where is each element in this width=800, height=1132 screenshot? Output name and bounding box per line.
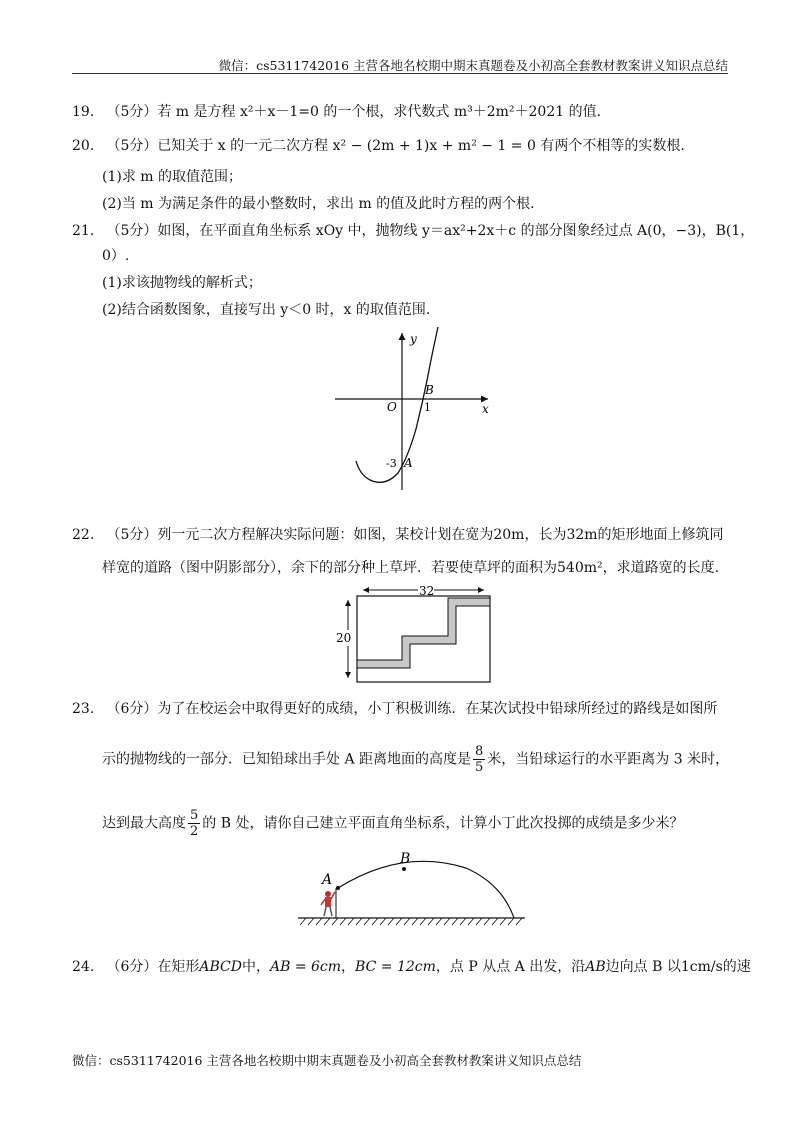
question-text: ，点 P 从点 A 出发，沿 <box>435 959 586 975</box>
question-text-tail: 米，当铅球运行的水平距离为 3 米时， <box>487 751 730 768</box>
y-axis-label: y <box>410 332 417 346</box>
point-b-dot <box>402 867 406 871</box>
max-height-fraction <box>188 808 200 839</box>
fraction-denominator: 2 <box>190 824 199 839</box>
page-footer: 微信：cs5311742016 主营各地名校期中期末真题卷及小初高全套教材教案讲义知识点总结 <box>72 1053 582 1068</box>
speed-value: 1cm/s <box>680 959 723 975</box>
x-axis-label: x <box>482 402 489 416</box>
question-text-tail: 的速 <box>722 959 751 975</box>
question-19 <box>72 101 601 121</box>
question-text-mid: ，长为 <box>524 527 567 543</box>
question-21 <box>72 220 754 240</box>
tick-one-label: 1 <box>424 401 431 414</box>
road-rectangle-figure <box>330 584 500 688</box>
point-a-label: A <box>322 872 333 888</box>
bc-length: BC = 12cm <box>355 959 436 975</box>
origin-label: O <box>387 400 397 414</box>
question-22 <box>72 524 724 544</box>
question-number: 20. <box>72 138 95 154</box>
question-number: 21. <box>72 223 95 239</box>
tick-neg3-label: -3 <box>386 457 397 470</box>
question-number: 23. <box>72 701 95 717</box>
top-dimension-label: 32 <box>419 584 435 598</box>
header-divider <box>72 73 728 74</box>
question-text: （5分）若 m 是方程 x²＋x－1=0 的一个根，求代数式 m³＋2m²＋2021 的值. <box>106 104 602 120</box>
question-text: （5分）如图，在平面直角坐标系 xOy 中，抛物线 y＝ax²+2x＋c 的部分图象经过点 A(0，−3)，B(1， <box>106 223 755 239</box>
length-value: 32m <box>566 527 598 543</box>
question-number: 24. <box>72 959 95 975</box>
question-23-line-3 <box>102 808 683 839</box>
point-b-label: B <box>400 851 411 867</box>
question-text: 边向点 B 以 <box>605 959 681 975</box>
edge-name: AB <box>585 959 606 975</box>
question-22-line-2 <box>102 557 719 577</box>
ab-length: AB = 6cm <box>269 959 342 975</box>
point-a-dot <box>336 886 340 890</box>
question-text-tail: 的 B 处，请你自己建立平面直角坐标系，计算小丁此次投掷的成绩是多少米？ <box>202 815 684 832</box>
question-text: ， <box>341 959 356 975</box>
area-value: 540m² <box>557 560 603 576</box>
question-number: 19. <box>72 104 95 120</box>
question-text-tail: ，求道路宽的长度. <box>602 560 720 576</box>
question-number: 22. <box>72 527 95 543</box>
athlete-figure <box>321 891 335 916</box>
question-21-part-2: (2)结合函数图象，直接写出 y＜0 时，x 的取值范围. <box>102 302 431 318</box>
question-20 <box>72 135 685 155</box>
question-23-line-2 <box>102 744 729 775</box>
question-text: 样宽的道路（图中阴影部分），余下的部分种上草坪．若要使草坪的面积为 <box>102 560 557 576</box>
question-text: （6分）在矩形 <box>106 959 200 975</box>
question-text: （5分）列一元二次方程解决实际问题：如图，某校计划在宽为 <box>106 527 494 543</box>
question-24 <box>72 956 751 976</box>
fraction-denominator: 5 <box>475 760 484 775</box>
question-text: （6分）为了在校运会中取得更好的成绩，小丁积极训练．在某次试投中铅球所经过的路线是如图所 <box>106 701 718 717</box>
width-value: 20m <box>493 527 525 543</box>
question-text: 中， <box>241 959 270 975</box>
shot-trajectory <box>338 861 514 918</box>
shot-put-figure <box>290 850 530 930</box>
point-b-label: B <box>425 383 434 397</box>
question-20-part-1: (1)求 m 的取值范围； <box>102 169 243 185</box>
question-text: 达到最大高度 <box>102 815 186 832</box>
page-header: 微信：cs5311742016 主营各地名校期中期末真题卷及小初高全套教材教案讲义知识点总结 <box>218 58 728 73</box>
question-21-continuation: 0）. <box>102 248 130 264</box>
question-text: （5分）已知关于 x 的一元二次方程 x² − (2m + 1)x + m² − 1 = 0 有两个不相等的实数根. <box>106 138 685 154</box>
question-text: 示的抛物线的一部分．已知铅球出手处 A 距离地面的高度是 <box>102 751 472 768</box>
question-20-part-2: (2)当 m 为满足条件的最小整数时，求出 m 的值及此时方程的两个根. <box>102 196 535 212</box>
rectangle-name: ABCD <box>199 959 242 975</box>
height-fraction <box>473 744 485 775</box>
question-text-tail: 的矩形地面上修筑同 <box>597 527 724 543</box>
parabola-graph-figure <box>330 325 500 495</box>
question-23 <box>72 698 717 718</box>
ground-hatching <box>300 918 522 925</box>
fraction-numerator: 8 <box>475 744 484 759</box>
side-dimension-label: 20 <box>336 631 352 645</box>
fraction-numerator: 5 <box>190 808 199 823</box>
question-21-part-1: (1)求该抛物线的解析式； <box>102 275 262 291</box>
point-a-label: A <box>404 456 413 470</box>
